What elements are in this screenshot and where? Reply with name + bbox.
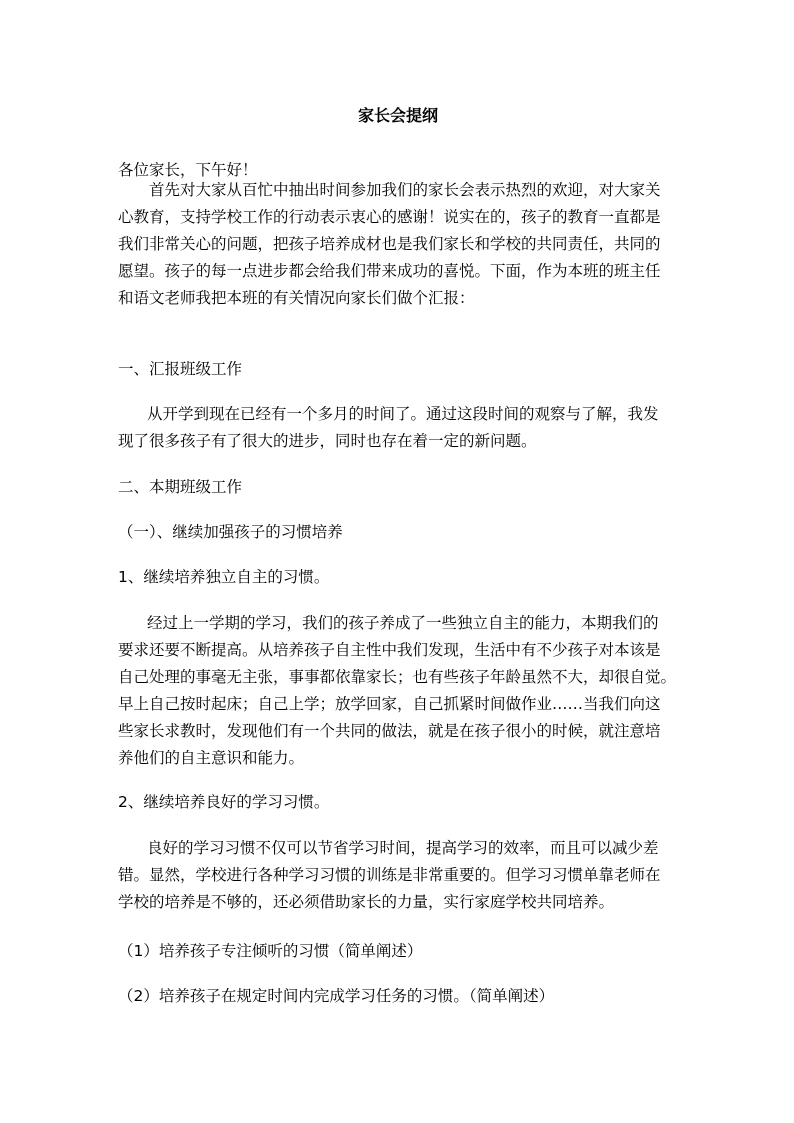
intro-line: 和语文老师我把本班的有关情况向家长们做个汇报： [118, 289, 475, 307]
subsection1-heading: （一）、继续加强孩子的习惯培养 [118, 523, 343, 541]
intro-paragraph [118, 177, 678, 312]
item2-line: 学校的培养是不够的，还必须借助家长的力量，实行家庭学校共同培养。 [118, 893, 615, 911]
section1-line: 现了很多孩子有了很大的进步，同时也存在着一定的新问题。 [118, 432, 537, 450]
item1-line: 早上自己按时起床；自己上学；放学回家，自己抓紧时间做作业……当我们向这 [118, 695, 661, 713]
item1-line: 要求还要不断提高。从培养孩子自主性中我们发现，生活中有不少孩子对本该是 [118, 641, 661, 659]
document-title: 家长会提纲 [357, 106, 438, 125]
section1-line: 从开学到现在已经有一个多月的时间了。通过这段时间的观察与了解，我发 [147, 405, 659, 423]
item1-line: 经过上一学期的学习，我们的孩子养成了一些独立自主的能力，本期我们的 [147, 614, 659, 632]
section2-heading: 二、本期班级工作 [118, 478, 243, 496]
item2-paragraph [118, 835, 678, 916]
intro-line: 心教育，支持学校工作的行动表示衷心的感谢！说实在的，孩子的教育一直都是 [118, 208, 661, 226]
intro-line: 我们非常关心的问题，把孩子培养成材也是我们家长和学校的共同责任，共同的 [118, 235, 661, 253]
section1-heading: 一、汇报班级工作 [118, 360, 243, 378]
point2: （2）培养孩子在规定时间内完成学习任务的习惯。（简单阐述） [118, 987, 555, 1005]
item1-heading: 1、继续培养独立自主的习惯。 [118, 568, 330, 586]
item2-heading: 2、继续培养良好的学习习惯。 [118, 793, 330, 811]
item2-line: 错。显然，学校进行各种学习习惯的训练是非常重要的。但学习习惯单靠老师在 [118, 866, 661, 884]
item1-line: 养他们的自主意识和能力。 [118, 749, 305, 767]
item1-line: 自己处理的事毫无主张，事事都依靠家长；也有些孩子年龄虽然不大，却很自觉。 [118, 668, 677, 686]
point1: （1）培养孩子专注倾听的习惯（简单阐述） [118, 942, 423, 960]
item2-line: 良好的学习习惯不仅可以节省学习时间，提高学习的效率，而且可以减少差 [147, 839, 659, 857]
item1-paragraph [118, 610, 678, 772]
intro-line: 愿望。孩子的每一点进步都会给我们带来成功的喜悦。下面，作为本班的班主任 [118, 262, 661, 280]
item1-line: 些家长求教时，发现他们有一个共同的做法，就是在孩子很小的时候，就注意培 [118, 722, 661, 740]
section1-paragraph [118, 401, 678, 455]
greeting: 各位家长，下午好！ [118, 161, 258, 179]
intro-line: 首先对大家从百忙中抽出时间参加我们的家长会表示热烈的欢迎，对大家关 [149, 181, 661, 199]
